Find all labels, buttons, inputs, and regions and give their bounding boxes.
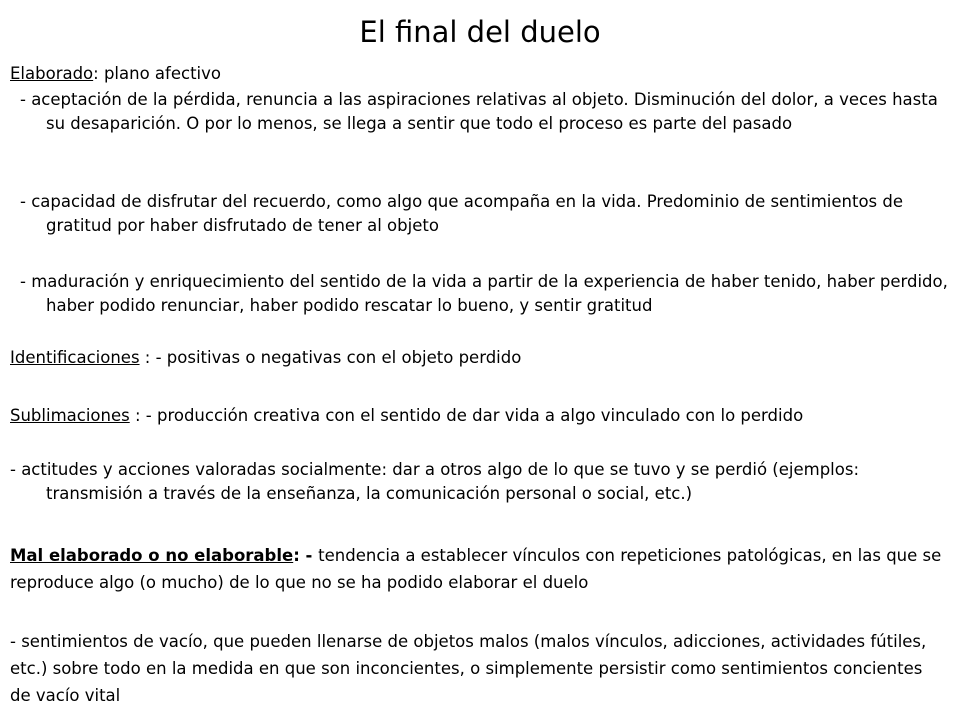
sublimaciones-item: - actitudes y acciones valoradas socialmente: dar a otros algo de lo que se tuvo y se perdió (ejemplos: transmisión a través de la enseñanza, la comunicación personal o social, etc.) (10, 460, 860, 503)
mal-elaborado-paragraph (10, 542, 945, 596)
slide-title: El final del duelo (359, 15, 601, 49)
mal-elaborado-text: tendencia a establecer vínculos con repeticiones patológicas, en las que se reproduce algo (o mucho) de lo que no se ha podido elaborar el duelo (10, 546, 942, 592)
mal-elaborado-heading: Mal elaborado o no elaborable (10, 546, 294, 565)
identificaciones-line (10, 346, 945, 370)
elaborado-heading: Elaborado (10, 64, 94, 83)
elaborado-heading-line (10, 62, 945, 86)
elaborado-heading-rest: : plano afectivo (93, 64, 221, 83)
sublimaciones-line (10, 404, 958, 428)
sublimaciones-text: : - producción creativa con el sentido de dar vida a algo vinculado con lo perdido (129, 406, 804, 425)
elaborado-item-1: - aceptación de la pérdida, renuncia a las aspiraciones relativas al objeto. Disminución del dolor, a veces hasta su desaparición. O por lo menos, se llega a sentir que todo el proceso es parte del pasado (20, 90, 938, 133)
identificaciones-heading: Identificaciones (10, 348, 140, 367)
elaborado-item-2: - capacidad de disfrutar del recuerdo, como algo que acompaña en la vida. Predominio de sentimientos de gratitud por haber disfrutado de tener al objeto (20, 192, 904, 235)
mal-elaborado-item: - sentimientos de vacío, que pueden llenarse de objetos malos (malos vínculos, adicciones, actividades fútiles, etc.) sobre todo en la medida en que son inconcientes, o simplemente persistir como sentimientos concientes de vacío vital (10, 632, 927, 705)
elaborado-item-3: - maduración y enriquecimiento del sentido de la vida a partir de la experiencia de haber tenido, haber perdido, haber podido renunciar, haber podido rescatar lo bueno, y sentir gratitud (20, 272, 948, 315)
mal-elaborado-heading-rest: : - (293, 546, 319, 565)
identificaciones-text: : - positivas o negativas con el objeto perdido (139, 348, 522, 367)
sublimaciones-heading: Sublimaciones (10, 406, 130, 425)
